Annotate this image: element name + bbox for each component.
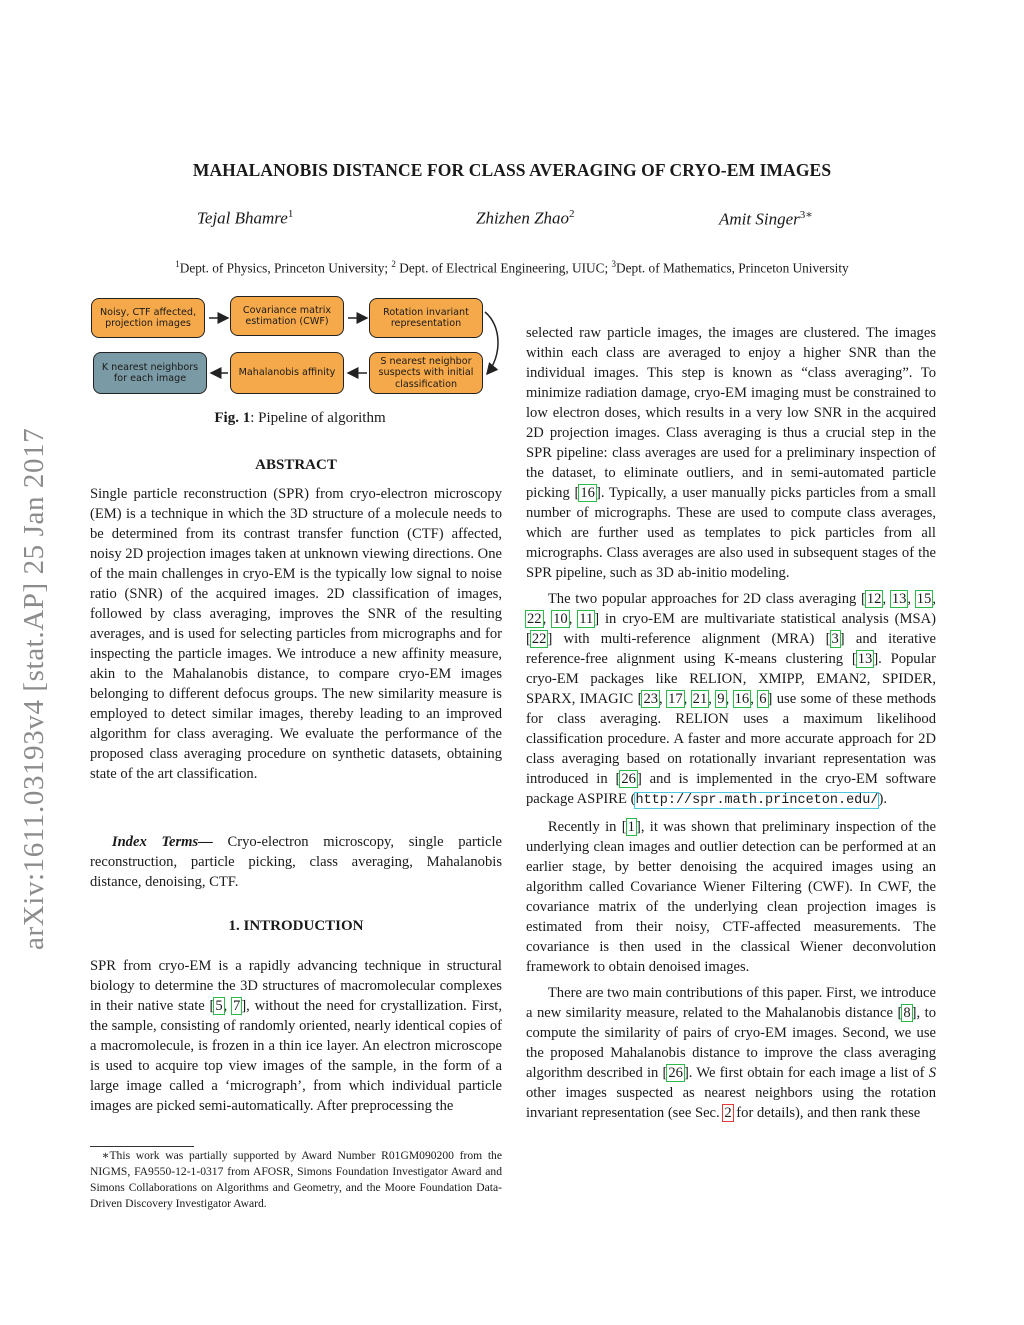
right-paragraph-2: The two popular approaches for 2D class averaging [12, 13, 15, 22, 10, 11] in cryo-EM are multivariate statistical analysis (MSA)[22] with multi-reference alignment (MRA) [3] and iterative reference-free alignment using K-means clustering [13]. Popular cryo-EM packages like RELION, XMIPP, EMAN2, SPIDER, SPARX, IMAGIC [23, 17, 21, 9, 16, 6] use some of these methods for class averaging. RELION uses a maximum likelihood classification procedure. A faster and more accurate approach for 2D class averaging based on rotationally invariant representation was introduced in [26] and is implemented in the cryo-EM software package ASPIRE (http://spr.math.princeton.edu/). [526, 591, 937, 808]
cite-13[interactable]: 13 [891, 591, 907, 607]
cite-6[interactable]: 6 [759, 691, 767, 707]
cite-23[interactable]: 23 [643, 691, 659, 707]
figure-caption: Fig. 1: Pipeline of algorithm [214, 410, 386, 426]
aspire-url-link[interactable]: http://spr.math.princeton.edu/ [635, 793, 879, 808]
affiliations: $^1$Dept. of Physics, Princeton University; $^2$ Dept. of Electrical Engineering, UIUC; $^3$Dept. of Mathematics, Princeton University [175, 259, 849, 276]
cite-5[interactable]: 5 [215, 998, 223, 1014]
cite-15[interactable]: 15 [916, 591, 932, 607]
cite-26[interactable]: 26 [621, 771, 636, 787]
box-k-nearest-neighbors: K nearest neighbors for each image [93, 352, 207, 394]
author-2: Zhizhen Zhao$^2$ [476, 208, 575, 228]
cite-22b[interactable]: 22 [531, 631, 547, 647]
footnote-rule [90, 1146, 194, 1147]
intro-heading: 1. INTRODUCTION [228, 918, 364, 934]
cite-13b[interactable]: 13 [857, 651, 873, 667]
cite-10[interactable]: 10 [553, 611, 568, 627]
paper-title: MAHALANOBIS DISTANCE FOR CLASS AVERAGING OF CRYO-EM IMAGES [192, 160, 832, 180]
footnote: ∗This work was partially supported by Award Number R01GM090200 from the NIGMS, FA9550-12-1-0317 from AFOSR, Simons Foundation Investigator Award and Simons Collaborations on Algorithms and Geometry, and the Moore Foundation Data-Driven Discovery Investigator Award. [90, 1149, 502, 1210]
arrow-curve [485, 312, 498, 374]
cite-1[interactable]: 1 [627, 819, 635, 835]
pipeline-figure [90, 296, 500, 408]
abstract-heading: ABSTRACT [255, 457, 337, 473]
cite-22[interactable]: 22 [527, 611, 542, 627]
cite-7[interactable]: 7 [233, 998, 241, 1014]
right-paragraph-3: Recently in [1], it was shown that preliminary inspection of the underlying clean images and outlier detection can be performed at an earlier stage, by better denoising the acquired images using an algorithm called Covariance Wiener Filtering (CWF). In CWF, the covariance matrix of the underlying clean projection images is estimated from their noisy, CTF-affected measurements. The covariance is then used in the classical Wiener deconvolution framework to obtain denoised images. [526, 819, 936, 975]
cite-3[interactable]: 3 [831, 631, 839, 647]
cite-26b[interactable]: 26 [668, 1065, 683, 1081]
author-3: Amit Singer$^{3∗}$ [719, 209, 813, 229]
intro-paragraph: SPR from cryo-EM is a rapidly advancing technique in structural biology to determine the 3D structures of macromolecular complexes in their native state [5, 7], without the need for crystallization. First, the sample, consisting of randomly oriented, nearly identical copies of a macromolecule, is frozen in a thin ice layer. An electron microscope is used to acquire top view images of the sample, in the form of a large image called a ‘micrograph’, from which individual particle images are picked semi-automatically. After preprocessing the [90, 958, 502, 1114]
cite-16[interactable]: 16 [580, 485, 595, 501]
box-rotation-invariant: Rotation invariant representation [369, 298, 483, 338]
cite-12[interactable]: 12 [866, 591, 882, 607]
cite-11[interactable]: 11 [579, 611, 594, 627]
right-paragraph-4: There are two main contributions of this paper. First, we introduce a new similarity measure, related to the Mahalanobis distance [8], to compute the similarity of pairs of cryo-EM images. Second, we use the proposed Mahalanobis distance to improve the class averaging algorithm described in [26]. We first obtain for each image a list of S other images suspected as nearest neighbors using the rotation invariant representation (see Sec. 2 for details), and then rank these [526, 985, 936, 1121]
section-2-link[interactable]: 2 [724, 1105, 732, 1121]
arxiv-stamp: arXiv:1611.03193v4 [stat.AP] 25 Jan 2017 [18, 427, 50, 950]
right-paragraph-1: selected raw particle images, the images are clustered. The images within each class are averaged to enjoy a higher SNR than the individual images. This step is known as “class averaging”. To minimize radiation damage, cryo-EM imaging must be constrained to low electron doses, which results in a very low SNR in the acquired 2D projection images. Class averaging is thus a crucial step in the SPR pipeline: class averages are used for a preliminary inspection of the dataset, to eliminate outliers, and in semi-automated particle picking [16]. Typically, a user manually picks particles from a small number of micrographs. These are used to compute class averages, which are further used as templates to pick particles from all micrographs. Class averages are also used in subsequent stages of the SPR pipeline, such as 3D ab-initio modeling. [526, 325, 936, 581]
author-1: Tejal Bhamre$^1$ [197, 208, 294, 228]
right-column [526, 323, 936, 1123]
cite-21[interactable]: 21 [692, 691, 708, 707]
cite-8[interactable]: 8 [903, 1005, 911, 1021]
index-terms: Index Terms— Cryo-electron microscopy, single particle reconstruction, particle picking, class averaging, Mahalanobis distance, denoising, CTF. [90, 834, 502, 890]
cite-17[interactable]: 17 [668, 691, 683, 707]
box-covariance-estimation: Covariance matrix estimation (CWF) [230, 296, 344, 336]
cite-16b[interactable]: 16 [734, 691, 750, 707]
pipeline-arrows [90, 296, 500, 408]
abstract-text: Single particle reconstruction (SPR) from cryo-electron microscopy (EM) is a technique in which the 3D structure of a molecule needs to be determined from its contrast transfer function (CTF) affected, noisy 2D projection images taken at unknown viewing directions. One of the main challenges in cryo-EM is the typically low signal to noise ratio (SNR) of the acquired images. 2D classification of images, followed by class averaging, improves the SNR of the resulting averages, and is used for selecting particles from micrographs and for inspecting the particle images. We introduce a new affinity measure, akin to the Mahalanobis distance, to compare cryo-EM images belonging to different defocus groups. The new similarity measure is employed to detect similar images, thereby leading to an improved algorithm for class averaging. We evaluate the performance of the proposed class averaging procedure on synthetic datasets, obtaining state of the art classification. [90, 486, 502, 782]
cite-9[interactable]: 9 [717, 691, 725, 707]
box-noisy-images: Noisy, CTF affected, projection images [91, 298, 205, 338]
box-s-nearest-neighbors: S nearest neighbor suspects with initial classification [369, 352, 483, 394]
box-mahalanobis-affinity: Mahalanobis affinity [230, 352, 344, 394]
